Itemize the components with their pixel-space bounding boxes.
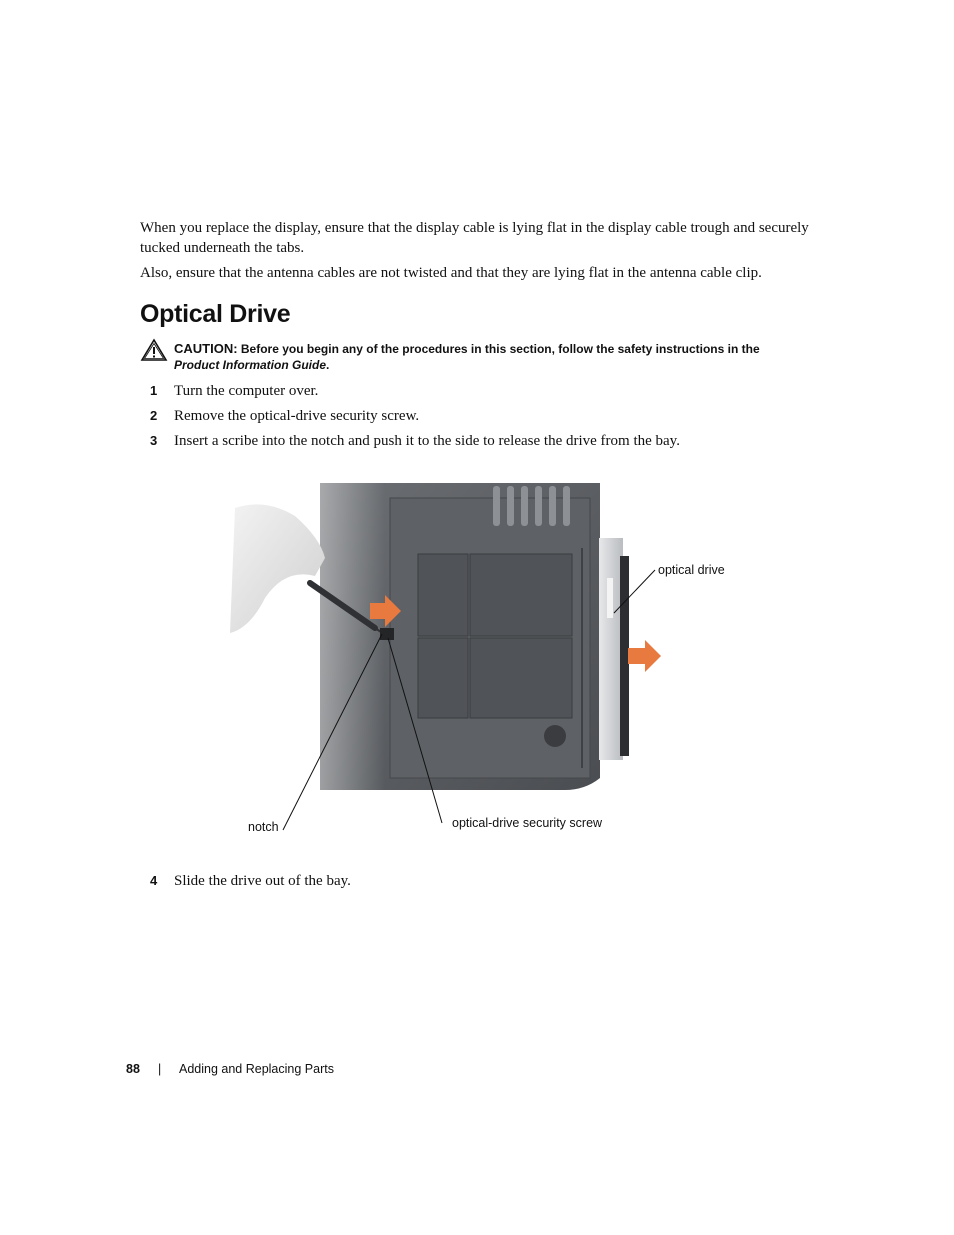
caution-text <box>174 341 814 373</box>
optical-drive-removal-figure <box>225 478 745 838</box>
laptop-underside-illustration <box>225 478 745 838</box>
footer-separator: | <box>158 1062 162 1076</box>
intro-paragraph-antenna: Also, ensure that the antenna cables are not twisted and that they are lying flat in the antenna cable clip. <box>140 265 762 281</box>
step-number: 1 <box>150 383 158 398</box>
caution-end: . <box>326 358 330 372</box>
step-item-4 <box>150 871 351 891</box>
step-number: 4 <box>150 873 158 888</box>
optical-drive-unit <box>599 538 623 760</box>
step-text: Slide the drive out of the bay. <box>174 873 351 889</box>
callout-optical-drive: optical drive <box>658 563 725 577</box>
step-item-1 <box>150 381 318 401</box>
page-number: 88 <box>126 1062 140 1076</box>
footer-section-name: Adding and Replacing Parts <box>179 1062 334 1076</box>
step-text: Remove the optical-drive security screw. <box>174 408 420 424</box>
callout-security-screw: optical-drive security screw <box>452 816 603 830</box>
step-number: 3 <box>150 433 158 448</box>
warning-triangle-icon <box>140 338 168 362</box>
intro-paragraph-display: When you replace the display, ensure that the display cable is lying flat in the display cable trough and securely tucked underneath the tabs. <box>140 220 809 256</box>
step-text: Turn the computer over. <box>174 383 319 399</box>
caution-label: CAUTION: <box>174 341 238 356</box>
step-item-2 <box>150 406 419 426</box>
section-title: Optical Drive <box>140 300 291 328</box>
step-item-3 <box>150 431 680 451</box>
step-text: Insert a scribe into the notch and push it to the side to release the drive from the bay. <box>174 433 680 449</box>
caution-guide-name: Product Information Guide <box>174 358 326 372</box>
callout-notch: notch <box>248 820 279 834</box>
caution-body: Before you begin any of the procedures in this section, follow the safety instructions in the <box>240 342 760 356</box>
step-number: 2 <box>150 408 158 423</box>
slide-out-arrow <box>628 640 661 672</box>
